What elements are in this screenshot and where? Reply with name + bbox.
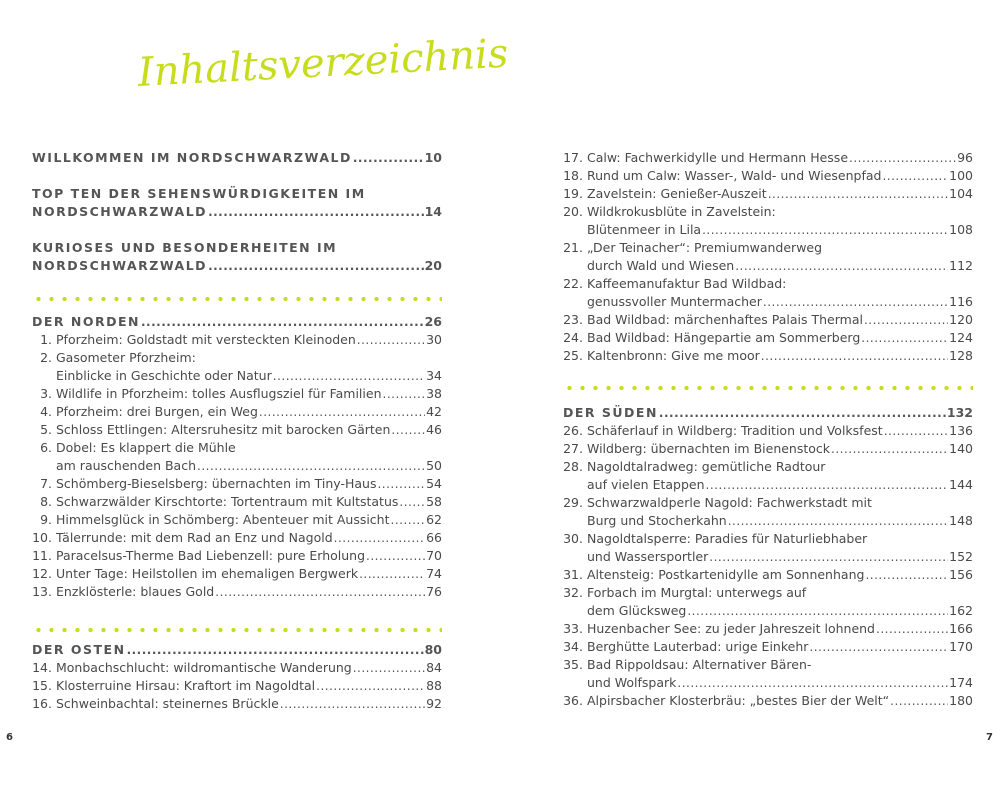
dot-leader	[709, 548, 948, 566]
dot-leader	[359, 565, 425, 583]
entry-number: 9.	[40, 512, 52, 527]
toc-leader-line	[587, 476, 973, 494]
toc-leader-line	[587, 602, 973, 620]
toc-entry	[563, 329, 973, 347]
entry-line	[587, 494, 973, 512]
entry-title: Pforzheim: drei Burgen, ein Weg	[56, 404, 258, 419]
toc-leader-line	[56, 529, 442, 547]
entry-title: durch Wald und Wiesen	[587, 258, 735, 273]
entry-title: Schwarzwaldperle Nagold: Fachwerkstadt mit	[587, 495, 872, 510]
entry-line	[587, 530, 973, 548]
dot-leader	[890, 692, 948, 710]
entry-line	[587, 203, 973, 221]
entry-number: 5.	[40, 422, 52, 437]
toc-leader-line	[587, 167, 973, 185]
entry-title: Kaltenbronn: Give me moor	[587, 348, 760, 363]
entry-number: 11.	[32, 548, 52, 563]
entry-line	[587, 458, 973, 476]
entry-number: 33.	[563, 621, 583, 636]
entry-number: 23.	[563, 312, 583, 327]
section-heading	[32, 641, 442, 659]
page-ref: 132	[946, 405, 973, 420]
toc-title: Inhaltsverzeichnis	[136, 30, 510, 96]
dot-leader	[399, 493, 425, 511]
toc-entry	[32, 439, 442, 475]
page-ref: 144	[949, 477, 973, 492]
page-ref: 10	[424, 150, 442, 165]
toc-entry	[563, 167, 973, 185]
entry-number: 4.	[40, 404, 52, 419]
entry-number: 7.	[40, 476, 52, 491]
dot-leader	[728, 512, 948, 530]
toc-leader-line	[587, 149, 973, 167]
entry-number: 34.	[563, 639, 583, 654]
dotted-divider	[563, 385, 973, 391]
dot-leader	[141, 313, 424, 331]
page-ref: 120	[949, 312, 973, 327]
page-ref: 74	[426, 566, 442, 581]
page-ref: 80	[424, 642, 442, 657]
dot-leader	[849, 149, 956, 167]
toc-leader-line	[587, 638, 973, 656]
entry-title: Wildberg: übernachten im Bienenstock	[587, 441, 831, 456]
section-sueden	[563, 404, 973, 710]
dot-leader	[215, 583, 425, 601]
entry-title: Altensteig: Postkartenidylle am Sonnenhang	[587, 567, 865, 582]
entry-title: Rund um Calw: Wasser-, Wald- und Wiesenpfad	[587, 168, 882, 183]
page-ref: 84	[426, 660, 442, 675]
entry-title: Pforzheim: Goldstadt mit versteckten Kleinoden	[56, 332, 356, 347]
toc-leader-line	[56, 493, 442, 511]
entry-number: 19.	[563, 186, 583, 201]
dot-leader	[273, 367, 425, 385]
dot-leader	[706, 476, 949, 494]
entry-number: 30.	[563, 531, 583, 546]
page-ref: 50	[426, 458, 442, 473]
entry-title: Bad Wildbad: Hängepartie am Sommerberg	[587, 330, 861, 345]
page-ref: 128	[949, 348, 973, 363]
section-osten	[32, 641, 442, 713]
entry-title: und Wassersportler	[587, 549, 709, 564]
dot-leader	[366, 547, 425, 565]
dot-leader	[127, 641, 424, 659]
toc-leader-line	[32, 149, 442, 167]
dot-leader	[809, 638, 948, 656]
toc-leader-line	[56, 385, 442, 403]
dot-leader	[391, 421, 425, 439]
toc-leader-line	[587, 512, 973, 530]
entry-title: Wildkrokusblüte in Zavelstein:	[587, 204, 776, 219]
page-ref: 166	[949, 621, 973, 636]
dot-leader	[280, 695, 425, 713]
entry-line	[587, 275, 973, 293]
page-ref: 104	[949, 186, 973, 201]
page-number-right: 7	[986, 732, 993, 743]
entry-line	[587, 584, 973, 602]
page-ref: 62	[426, 512, 442, 527]
entry-title: Huzenbacher See: zu jeder Jahreszeit lohnend	[587, 621, 875, 636]
toc-entry	[563, 311, 973, 329]
entry-title: DER NORDEN	[32, 314, 140, 329]
intro-section	[32, 149, 442, 167]
page-ref: 92	[426, 696, 442, 711]
toc-entry	[32, 565, 442, 583]
entry-number: 26.	[563, 423, 583, 438]
entry-number: 12.	[32, 566, 52, 581]
toc-entry	[32, 659, 442, 677]
page-ref: 116	[949, 294, 973, 309]
toc-leader-line	[587, 311, 973, 329]
toc-entry	[32, 529, 442, 547]
toc-entry	[32, 583, 442, 601]
toc-entry	[563, 656, 973, 692]
entry-title: Berghütte Lauterbad: urige Einkehr	[587, 639, 809, 654]
entry-title: Wildlife in Pforzheim: tolles Ausflugsziel für Familien	[56, 386, 382, 401]
dotted-divider	[32, 627, 442, 633]
toc-leader-line	[56, 659, 442, 677]
dot-leader	[316, 677, 425, 695]
toc-leader-line	[587, 674, 973, 692]
entry-number: 1.	[40, 332, 52, 347]
entry-title: Blütenmeer in Lila	[587, 222, 702, 237]
toc-entry	[563, 203, 973, 239]
entry-title: Schloss Ettlingen: Altersruhesitz mit barocken Gärten	[56, 422, 391, 437]
dot-leader	[864, 311, 948, 329]
page-ref: 108	[949, 222, 973, 237]
page-ref: 162	[949, 603, 973, 618]
toc-entry	[32, 547, 442, 565]
toc-entry	[563, 239, 973, 275]
toc-entry	[32, 475, 442, 493]
dot-leader	[865, 566, 948, 584]
entry-number: 10.	[32, 530, 52, 545]
toc-entry	[563, 584, 973, 620]
toc-entry	[32, 677, 442, 695]
entry-title: Bad Rippoldsau: Alternativer Bären-	[587, 657, 812, 672]
toc-entry	[563, 275, 973, 311]
section-osten-continued	[563, 149, 973, 365]
entry-number: 25.	[563, 348, 583, 363]
entry-number: 32.	[563, 585, 583, 600]
dot-leader	[687, 602, 948, 620]
entry-title: NORDSCHWARZWALD	[32, 204, 208, 219]
entry-title: Kaffeemanufaktur Bad Wildbad:	[587, 276, 787, 291]
entry-number: 28.	[563, 459, 583, 474]
dot-leader	[353, 149, 424, 167]
dot-leader	[383, 385, 426, 403]
entry-number: 6.	[40, 440, 52, 455]
page-ref: 174	[949, 675, 973, 690]
entry-title: Dobel: Es klappert die Mühle	[56, 440, 236, 455]
page-ref: 88	[426, 678, 442, 693]
toc-leader-line	[563, 404, 973, 422]
entry-title: Schweinbachtal: steinernes Brückle	[56, 696, 279, 711]
toc-entry	[32, 349, 442, 385]
page-ref: 34	[426, 368, 442, 383]
entry-number: 36.	[563, 693, 583, 708]
dot-leader	[882, 167, 948, 185]
toc-leader-line	[56, 475, 442, 493]
toc-entry	[563, 530, 973, 566]
dot-leader	[876, 620, 948, 638]
toc-entry	[32, 331, 442, 349]
page-ref: 100	[949, 168, 973, 183]
toc-leader-line	[56, 457, 442, 475]
dot-leader	[702, 221, 948, 239]
toc-leader-line	[56, 695, 442, 713]
entry-title: Schwarzwälder Kirschtorte: Tortentraum mit Kultstatus	[56, 494, 399, 509]
page-ref: 46	[426, 422, 442, 437]
dot-leader	[357, 331, 425, 349]
toc-entry	[563, 566, 973, 584]
entry-title: „Der Teinacher“: Premiumwanderweg	[587, 240, 823, 255]
page-ref: 66	[426, 530, 442, 545]
entry-number: 2.	[40, 350, 52, 365]
toc-leader-line	[587, 548, 973, 566]
entry-number: 24.	[563, 330, 583, 345]
entry-title: WILLKOMMEN IM NORDSCHWARZWALD	[32, 150, 352, 165]
intro-section	[32, 185, 442, 221]
entry-number: 15.	[32, 678, 52, 693]
toc-leader-line	[56, 331, 442, 349]
toc-leader-line	[587, 422, 973, 440]
entry-title: Klosterruine Hirsau: Kraftort im Nagoldtal	[56, 678, 316, 693]
section-line: KURIOSES UND BESONDERHEITEN IM	[32, 240, 338, 255]
entry-number: 16.	[32, 696, 52, 711]
entry-title: Unter Tage: Heilstollen im ehemaligen Bergwerk	[56, 566, 359, 581]
entry-title: Einblicke in Geschichte oder Natur	[56, 368, 272, 383]
toc-leader-line	[56, 677, 442, 695]
toc-leader-line	[32, 641, 442, 659]
dot-leader	[259, 403, 425, 421]
toc-entry	[32, 493, 442, 511]
toc-leader-line	[587, 440, 973, 458]
dot-leader	[761, 347, 948, 365]
toc-entry	[563, 347, 973, 365]
page-ref: 124	[949, 330, 973, 345]
entry-title: Bad Wildbad: märchenhaftes Palais Thermal	[587, 312, 863, 327]
toc-entry	[563, 422, 973, 440]
toc-entry	[563, 185, 973, 203]
section-heading	[563, 404, 973, 422]
entry-number: 21.	[563, 240, 583, 255]
dot-leader	[197, 457, 425, 475]
toc-leader-line	[32, 257, 442, 275]
entry-title: Enzklösterle: blaues Gold	[56, 584, 215, 599]
toc-leader-line	[32, 313, 442, 331]
toc-leader-line	[587, 185, 973, 203]
entry-number: 27.	[563, 441, 583, 456]
toc-entry	[563, 458, 973, 494]
page-number-left: 6	[6, 732, 13, 743]
toc-entry	[32, 695, 442, 713]
page-ref: 156	[949, 567, 973, 582]
toc-leader-line	[587, 347, 973, 365]
entry-line	[587, 239, 973, 257]
toc-leader-line	[587, 692, 973, 710]
page-ref: 152	[949, 549, 973, 564]
entry-title: NORDSCHWARZWALD	[32, 258, 208, 273]
entry-title: Alpirsbacher Klosterbräu: „bestes Bier der Welt“	[587, 693, 890, 708]
dot-leader	[884, 422, 948, 440]
page-ref: 58	[426, 494, 442, 509]
dot-leader	[353, 659, 425, 677]
entry-title: auf vielen Etappen	[587, 477, 705, 492]
intro-section-list	[32, 149, 442, 275]
page-ref: 54	[426, 476, 442, 491]
entry-title: Paracelsus-Therme Bad Liebenzell: pure Erholung	[56, 548, 366, 563]
toc-leader-line	[56, 367, 442, 385]
page-ref: 42	[426, 404, 442, 419]
entry-title: und Wolfspark	[587, 675, 677, 690]
toc-leader-line	[56, 583, 442, 601]
page-ref: 96	[957, 150, 973, 165]
entry-title: Tälerrunde: mit dem Rad an Enz und Nagold	[56, 530, 333, 545]
dotted-divider	[32, 296, 442, 302]
page-ref: 70	[426, 548, 442, 563]
dot-leader	[208, 203, 424, 221]
entry-title: DER OSTEN	[32, 642, 126, 657]
entry-title: dem Glücksweg	[587, 603, 687, 618]
entry-title: Gasometer Pforzheim:	[56, 350, 196, 365]
entry-line	[56, 349, 442, 367]
entry-title: Nagoldtalradweg: gemütliche Radtour	[587, 459, 826, 474]
toc-entry	[563, 494, 973, 530]
toc-entry	[563, 620, 973, 638]
page-ref: 76	[426, 584, 442, 599]
entry-number: 22.	[563, 276, 583, 291]
toc-leader-line	[32, 203, 442, 221]
page-ref: 148	[949, 513, 973, 528]
toc-leader-line	[587, 221, 973, 239]
toc-leader-line	[56, 421, 442, 439]
entry-line	[56, 439, 442, 457]
dot-leader	[831, 440, 948, 458]
entry-title: DER SÜDEN	[563, 405, 658, 420]
entry-title: Nagoldtalsperre: Paradies für Naturliebhaber	[587, 531, 868, 546]
dot-leader	[861, 329, 948, 347]
page-ref: 26	[424, 314, 442, 329]
entry-title: Schömberg-Bieselsberg: übernachten im Tiny-Haus	[56, 476, 377, 491]
toc-leader-line	[56, 403, 442, 421]
entry-title: Calw: Fachwerkidylle und Hermann Hesse	[587, 150, 849, 165]
entry-number: 18.	[563, 168, 583, 183]
entry-title: am rauschenden Bach	[56, 458, 197, 473]
page-ref: 38	[426, 386, 442, 401]
section-norden	[32, 313, 442, 601]
toc-entry	[32, 385, 442, 403]
toc-entry	[563, 440, 973, 458]
page-ref: 30	[426, 332, 442, 347]
dot-leader	[768, 185, 948, 203]
page-ref: 180	[949, 693, 973, 708]
toc-entry	[32, 511, 442, 529]
entry-number: 8.	[40, 494, 52, 509]
dot-leader	[208, 257, 424, 275]
dot-leader	[391, 511, 426, 529]
entry-title: Monbachschlucht: wildromantische Wanderung	[56, 660, 352, 675]
page-ref: 140	[949, 441, 973, 456]
entry-number: 3.	[40, 386, 52, 401]
toc-entry	[563, 692, 973, 710]
page-ref: 170	[949, 639, 973, 654]
entry-title: Burg und Stocherkahn	[587, 513, 727, 528]
entry-number: 31.	[563, 567, 583, 582]
entry-number: 29.	[563, 495, 583, 510]
entry-number: 20.	[563, 204, 583, 219]
dot-leader	[677, 674, 948, 692]
page-ref: 136	[949, 423, 973, 438]
toc-leader-line	[56, 547, 442, 565]
entry-number: 14.	[32, 660, 52, 675]
section-line: TOP TEN DER SEHENSWÜRDIGKEITEN IM	[32, 186, 366, 201]
entry-title: genussvoller Muntermacher	[587, 294, 762, 309]
entry-line	[587, 656, 973, 674]
intro-section	[32, 239, 442, 275]
entry-number: 35.	[563, 657, 583, 672]
toc-leader-line	[56, 511, 442, 529]
toc-leader-line	[587, 566, 973, 584]
entry-number: 13.	[32, 584, 52, 599]
toc-entry	[32, 421, 442, 439]
toc-entry	[563, 638, 973, 656]
dot-leader	[377, 475, 425, 493]
toc-entry	[563, 149, 973, 167]
entry-title: Zavelstein: Genießer-Auszeit	[587, 186, 767, 201]
dot-leader	[659, 404, 946, 422]
toc-leader-line	[587, 293, 973, 311]
dot-leader	[735, 257, 948, 275]
page-ref: 14	[424, 204, 442, 219]
entry-title: Forbach im Murgtal: unterwegs auf	[587, 585, 807, 600]
toc-entry	[32, 403, 442, 421]
entry-title: Schäferlauf in Wildberg: Tradition und Volksfest	[587, 423, 883, 438]
toc-leader-line	[587, 257, 973, 275]
toc-leader-line	[587, 620, 973, 638]
page-ref: 112	[949, 258, 973, 273]
toc-leader-line	[587, 329, 973, 347]
page-ref: 20	[424, 258, 442, 273]
entry-title: Himmelsglück in Schömberg: Abenteuer mit Aussicht	[56, 512, 390, 527]
dot-leader	[334, 529, 425, 547]
entry-number: 17.	[563, 150, 583, 165]
toc-leader-line	[56, 565, 442, 583]
section-heading	[32, 313, 442, 331]
dot-leader	[763, 293, 948, 311]
